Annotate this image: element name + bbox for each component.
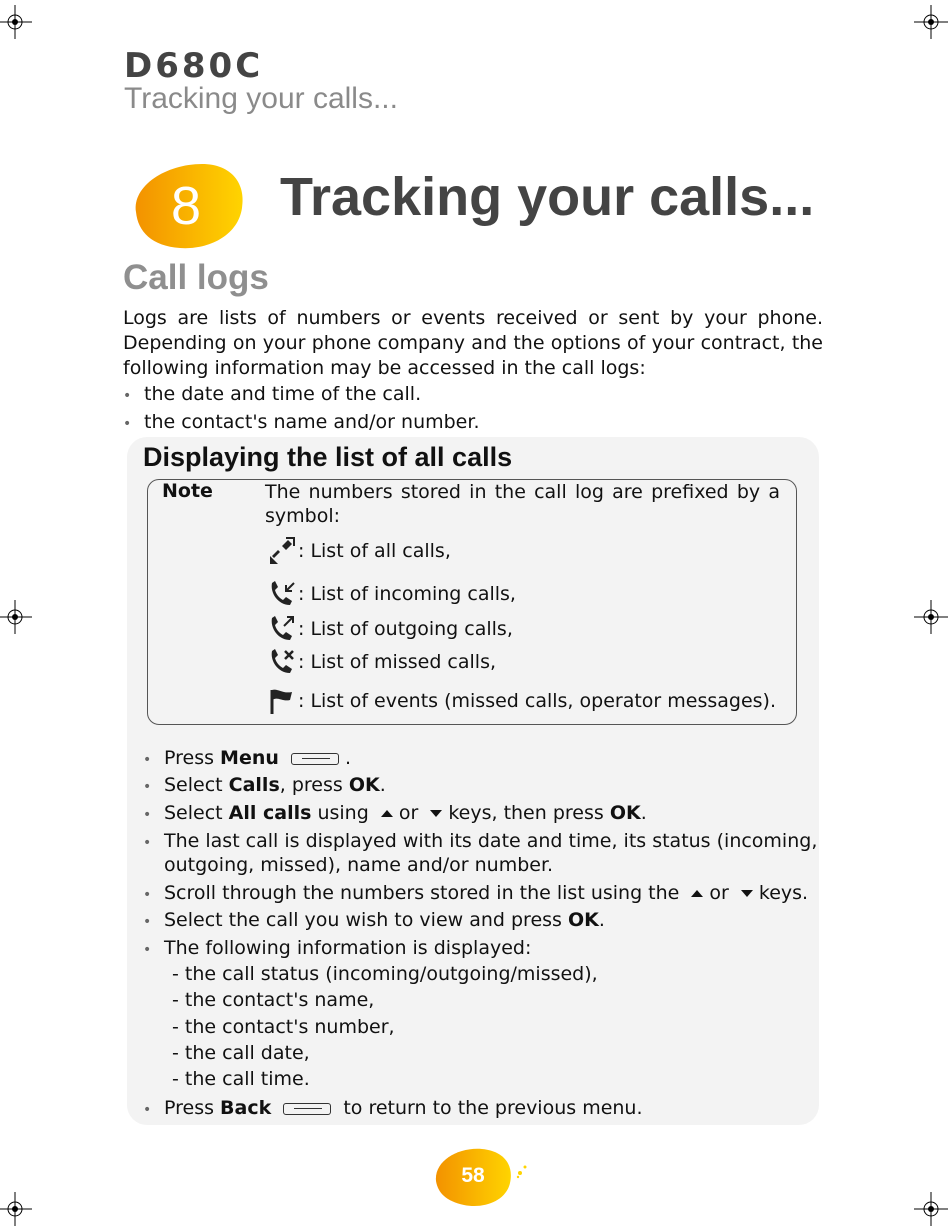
document-subtitle: Tracking your calls...: [124, 82, 398, 115]
list-item: • Select Calls, press OK.: [143, 774, 386, 796]
list-item: • the date and time of the call.: [123, 383, 422, 405]
symbol-row: : List of missed calls,: [268, 647, 496, 677]
symbol-row: : List of events (missed calls, operator messages).: [268, 686, 776, 716]
document-brand: D680C: [124, 46, 264, 86]
list-item: • the contact's name and/or number.: [123, 411, 480, 433]
registration-mark-icon: [914, 5, 948, 39]
up-arrow-icon: [381, 810, 393, 817]
symbol-row: : List of all calls,: [268, 536, 451, 566]
sub-list-item: - the contact's name,: [172, 989, 375, 1011]
down-arrow-icon: [741, 890, 753, 897]
all-calls-icon: [268, 536, 296, 566]
down-arrow-icon: [430, 810, 442, 817]
page-number: 58: [461, 1164, 485, 1187]
menu-softkey-icon: [291, 753, 339, 765]
note-label: Note: [162, 480, 213, 502]
symbol-row: : List of incoming calls,: [268, 579, 516, 609]
registration-mark-icon: [914, 600, 948, 634]
symbol-row: : List of outgoing calls,: [268, 614, 513, 644]
incoming-calls-icon: [268, 579, 296, 609]
list-item: • Press Menu .: [143, 747, 351, 769]
list-item: • Scroll through the numbers stored in the list using the or keys.: [143, 882, 809, 904]
events-icon: [268, 686, 296, 716]
list-item: • The last call is displayed with its date and time, its status (incoming,: [143, 830, 818, 852]
registration-mark-icon: [0, 1192, 32, 1226]
back-softkey-icon: [283, 1103, 331, 1115]
sub-list-item: - the call time.: [172, 1068, 310, 1090]
registration-mark-icon: [0, 600, 32, 634]
note-text: The numbers stored in the call log are prefixed by a symbol:: [265, 481, 780, 527]
sub-list-item: - the contact's number,: [172, 1016, 395, 1038]
list-item: • Select the call you wish to view and press OK.: [143, 909, 605, 931]
list-item: • Press Back to return to the previous menu.: [143, 1097, 643, 1119]
panel-title: Displaying the list of all calls: [143, 442, 513, 472]
up-arrow-icon: [691, 890, 703, 897]
chapter-number: 8: [170, 176, 202, 236]
intro-paragraph: Logs are lists of numbers or events received or sent by your phone. Depending on your phone company and the options of your contract, the following information may be accessed in the call logs:: [123, 307, 823, 379]
chapter-title: Tracking your calls...: [280, 167, 815, 227]
list-item: • The following information is displayed:: [143, 937, 532, 959]
registration-mark-icon: [914, 1192, 948, 1226]
section-title: Call logs: [123, 258, 269, 297]
missed-calls-icon: [268, 647, 296, 677]
outgoing-calls-icon: [268, 614, 296, 644]
list-item: • Select All calls using or keys, then press OK.: [143, 802, 647, 824]
sub-list-item: - the call status (incoming/outgoing/missed),: [172, 963, 598, 985]
sub-list-item: - the call date,: [172, 1042, 310, 1064]
registration-mark-icon: [0, 5, 32, 39]
list-item-continuation: outgoing, missed), name and/or number.: [164, 854, 554, 876]
